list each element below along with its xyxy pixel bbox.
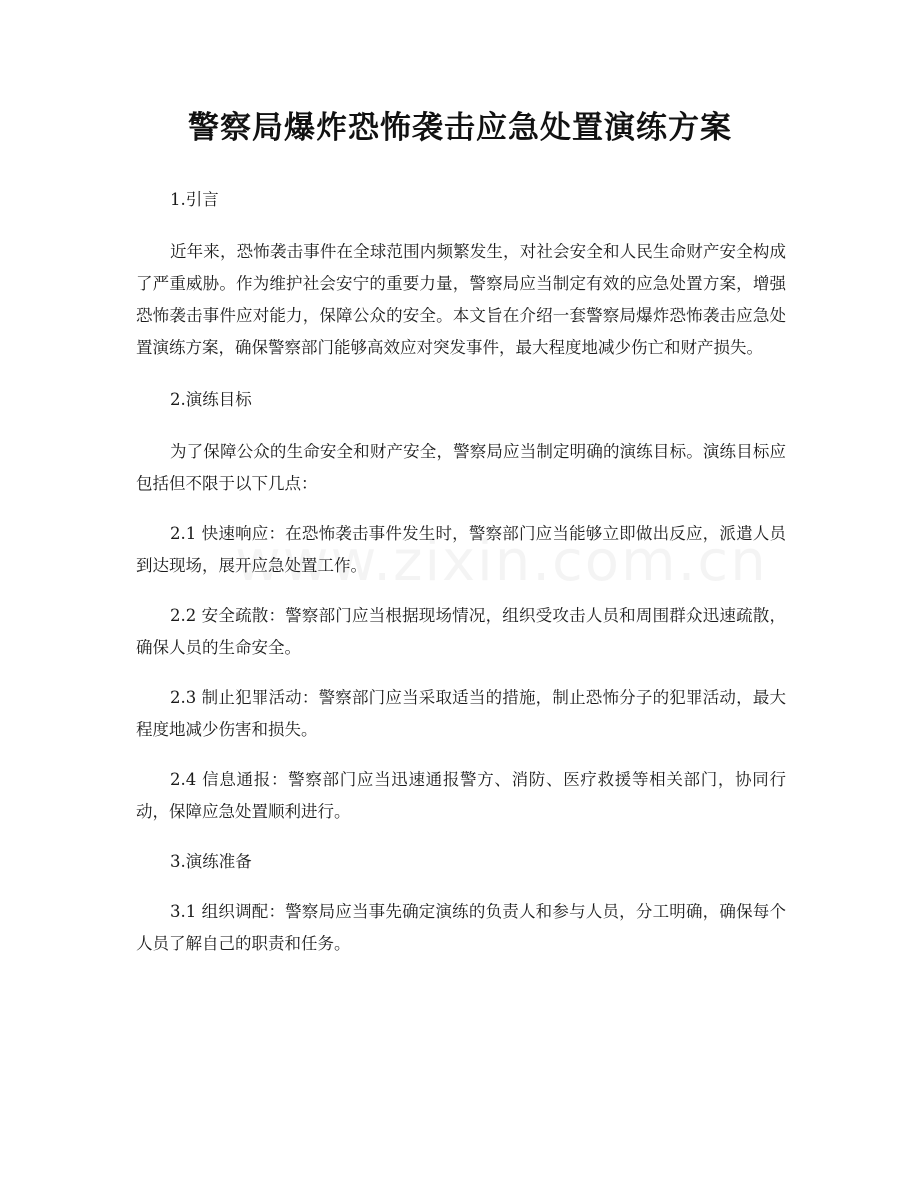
document-body [136,184,786,960]
paragraph: 2.2 安全疏散：警察部门应当根据现场情况，组织受攻击人员和周围群众迅速疏散，确保人员的生命安全。 [136,606,786,657]
document-title: 警察局爆炸恐怖袭击应急处置演练方案 [188,110,732,146]
paragraph: 2.1 快速响应：在恐怖袭击事件发生时，警察部门应当能够立即做出反应，派遣人员到达现场，展开应急处置工作。 [136,524,786,575]
section-heading: 2.演练目标 [170,390,252,409]
paragraph: 2.3 制止犯罪活动：警察部门应当采取适当的措施，制止恐怖分子的犯罪活动，最大程度地减少伤害和损失。 [136,688,786,739]
paragraph: 2.4 信息通报：警察部门应当迅速通报警方、消防、医疗救援等相关部门，协同行动，保障应急处置顺利进行。 [136,770,786,821]
section-heading: 1.引言 [170,190,219,209]
paragraph: 为了保障公众的生命安全和财产安全，警察局应当制定明确的演练目标。演练目标应包括但不限于以下几点： [136,442,786,493]
paragraph: 近年来，恐怖袭击事件在全球范围内频繁发生，对社会安全和人民生命财产安全构成了严重威胁。作为维护社会安宁的重要力量，警察局应当制定有效的应急处置方案，增强恐怖袭击事件应对能力，保障公众的安全。本文旨在介绍一套警察局爆炸恐怖袭击应急处置演练方案，确保警察部门能够高效应对突发事件，最大程度地减少伤亡和财产损失。 [136,242,786,357]
section-heading: 3.演练准备 [170,852,252,871]
paragraph: 3.1 组织调配：警察局应当事先确定演练的负责人和参与人员，分工明确，确保每个人员了解自己的职责和任务。 [136,902,786,953]
